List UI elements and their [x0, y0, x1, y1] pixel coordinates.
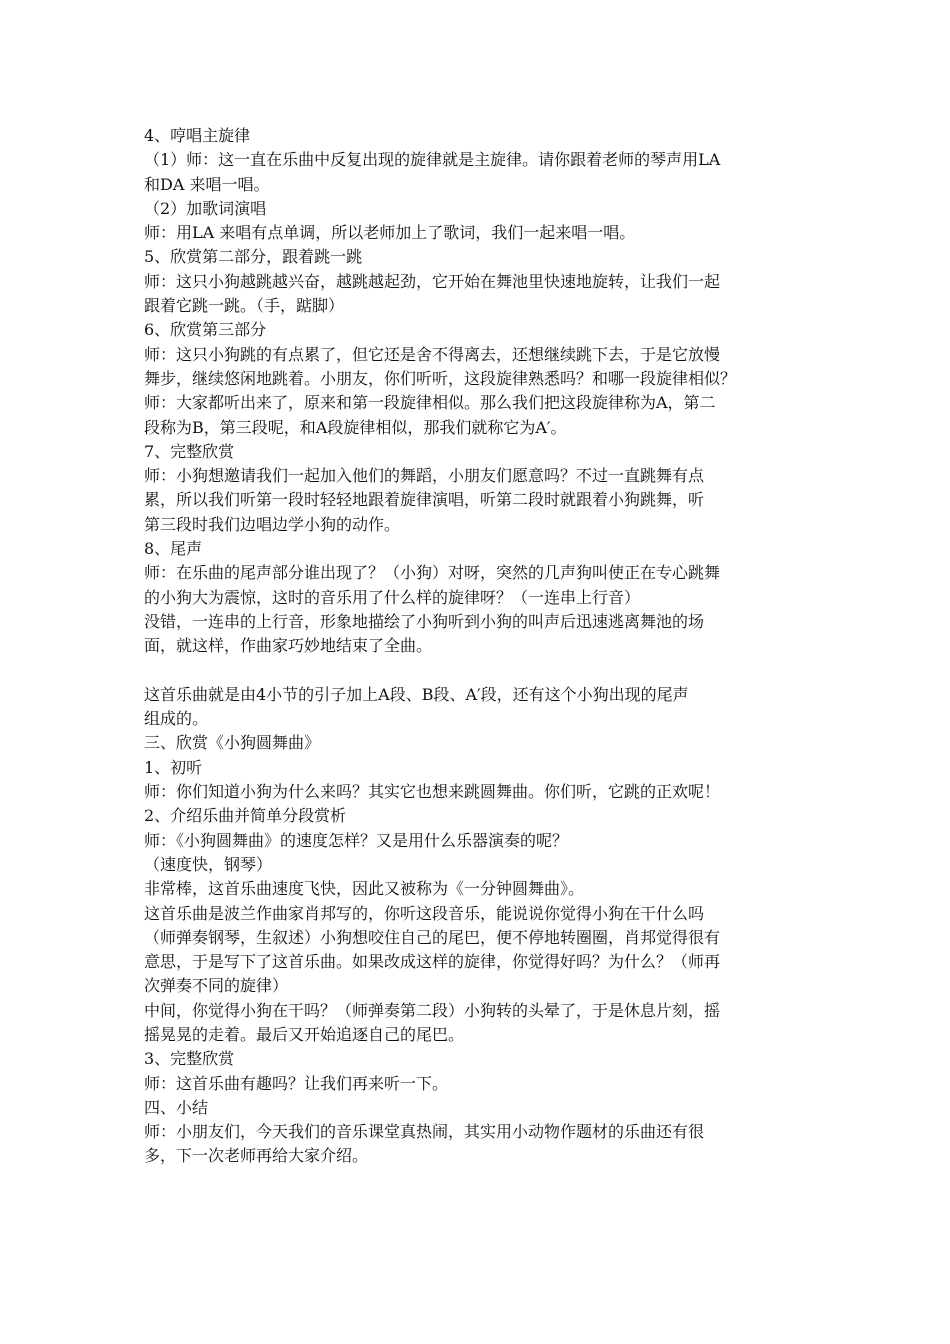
text-line: 师：《小狗圆舞曲》的速度怎样？又是用什么乐器演奏的呢？ — [144, 830, 569, 850]
text-line: 这首乐曲就是由4小节的引子加上A段、B段、A′段，还有这个小狗出现的尾声 — [144, 684, 689, 704]
text-line: 和DA 来唱一唱。 — [144, 174, 270, 194]
text-line: 的小狗大为震惊，这时的音乐用了什么样的旋律呀？（一连串上行音） — [144, 587, 641, 607]
text-line: （速度快，钢琴） — [144, 854, 273, 874]
text-line: 意思，于是写下了这首乐曲。如果改成这样的旋律，你觉得好吗？为什么？（师再 — [144, 952, 721, 972]
document-body — [144, 124, 824, 1169]
text-line: 累，所以我们听第一段时轻轻地跟着旋律演唱，听第二段时就跟着小狗跳舞，听 — [144, 490, 705, 510]
text-line: 3、完整欣赏 — [144, 1049, 235, 1069]
text-line: 跟着它跳一跳。（手，踮脚） — [144, 296, 345, 316]
text-line: 舞步，继续悠闲地跳着。小朋友，你们听听，这段旋律熟悉吗？和哪一段旋律相似？ — [144, 368, 737, 388]
text-line: 师：用LA 来唱有点单调，所以老师加上了歌词，我们一起来唱一唱。 — [144, 223, 636, 243]
text-line: 师：小狗想邀请我们一起加入他们的舞蹈，小朋友们愿意吗？不过一直跳舞有点 — [144, 466, 705, 486]
text-line: 摇晃晃的走着。最后又开始追逐自己的尾巴。 — [144, 1024, 465, 1044]
text-line: 师：这只小狗跳的有点累了，但它还是舍不得离去，还想继续跳下去，于是它放慢 — [144, 344, 721, 364]
text-line: 这首乐曲是波兰作曲家肖邦写的，你听这段音乐，能说说你觉得小狗在干什么吗 — [144, 903, 705, 923]
text-line: 多，下一次老师再给大家介绍。 — [144, 1146, 369, 1166]
text-line: 师：在乐曲的尾声部分谁出现了？（小狗）对呀，突然的几声狗叫使正在专心跳舞 — [144, 563, 721, 583]
text-line: 师：这只小狗越跳越兴奋，越跳越起劲，它开始在舞池里快速地旋转，让我们一起 — [144, 271, 721, 291]
text-line: 师：你们知道小狗为什么来吗？其实它也想来跳圆舞曲。你们听，它跳的正欢呢！ — [144, 782, 721, 802]
text-line: 面，就这样，作曲家巧妙地结束了全曲。 — [144, 636, 433, 656]
text-line: 6、欣赏第三部分 — [144, 320, 267, 340]
text-line: 5、欣赏第二部分，跟着跳一跳 — [144, 247, 363, 267]
blank-line — [144, 659, 824, 683]
text-line: 1、初听 — [144, 757, 203, 777]
text-line: 四、小结 — [144, 1097, 209, 1117]
text-line: 段称为B，第三段呢，和A段旋律相似，那我们就称它为A′。 — [144, 417, 567, 437]
text-line: 非常棒，这首乐曲速度飞快，因此又被称为《一分钟圆舞曲》。 — [144, 879, 585, 899]
text-line: 师：这首乐曲有趣吗？让我们再来听一下。 — [144, 1073, 449, 1093]
text-line: （1）师：这一直在乐曲中反复出现的旋律就是主旋律。请你跟着老师的琴声用LA — [144, 150, 721, 170]
text-line: 8、尾声 — [144, 539, 203, 559]
text-line: （师弹奏钢琴，生叙述）小狗想咬住自己的尾巴，便不停地转圈圈，肖邦觉得很有 — [144, 927, 721, 947]
text-line: 2、介绍乐曲并简单分段赏析 — [144, 806, 347, 826]
text-line: 第三段时我们边唱边学小狗的动作。 — [144, 514, 401, 534]
text-line: 4、哼唱主旋律 — [144, 126, 251, 145]
text-line: （2）加歌词演唱 — [144, 198, 267, 218]
text-line: 三、欣赏《小狗圆舞曲》 — [144, 733, 321, 753]
text-line: 7、完整欣赏 — [144, 441, 235, 461]
text-line: 师：小朋友们，今天我们的音乐课堂真热闹，其实用小动物作题材的乐曲还有很 — [144, 1122, 705, 1142]
text-line: 次弹奏不同的旋律） — [144, 976, 289, 996]
text-line: 组成的。 — [144, 709, 209, 729]
text-line: 师：大家都听出来了，原来和第一段旋律相似。那么我们把这段旋律称为A，第二 — [144, 393, 716, 413]
text-line: 中间，你觉得小狗在干吗？（师弹奏第二段）小狗转的头晕了，于是休息片刻，摇 — [144, 1000, 721, 1020]
text-line: 没错，一连串的上行音，形象地描绘了小狗听到小狗的叫声后迅速逃离舞池的场 — [144, 611, 705, 631]
